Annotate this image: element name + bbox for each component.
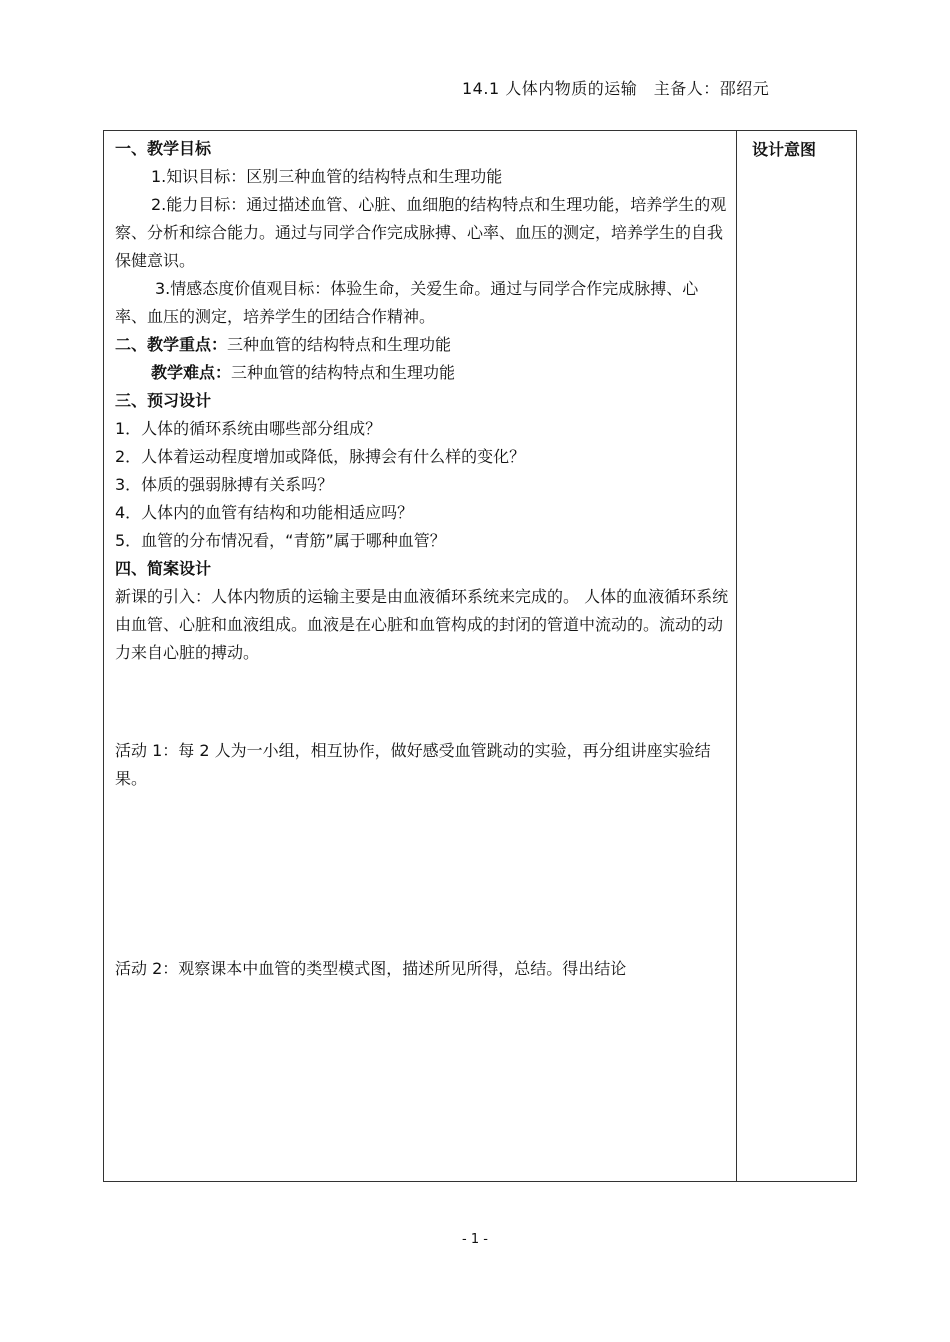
objectives-heading: 一、教学目标 [115, 139, 212, 158]
activity-2: 活动 2：观察课本中血管的类型模式图，描述所见所得，总结。得出结论 [115, 959, 627, 978]
preview-item: 1．人体的循环系统由哪些部分组成？ [115, 419, 382, 438]
column-divider [736, 131, 737, 1181]
knowledge-objective: 1.知识目标：区别三种血管的结构特点和生理功能 [151, 167, 503, 186]
page-number: - 1 - [462, 1232, 488, 1247]
teaching-difficulty [115, 359, 729, 387]
preview-item: 4．人体内的血管有结构和功能相适应吗？ [115, 503, 414, 522]
preview-item: 2．人体着运动程度增加或降低，脉搏会有什么样的变化？ [115, 447, 526, 466]
ability-objective: 2.能力目标：通过描述血管、心脏、血细胞的结构特点和生理功能，培养学生的观察、分析和综合能力。通过与同学合作完成脉搏、心率、血压的测定，培养学生的自我保健意识。 [115, 195, 727, 270]
difficulty-label: 教学难点： [151, 363, 232, 382]
plan-heading: 四、简案设计 [115, 559, 212, 578]
blank-space [115, 667, 729, 737]
preview-heading: 三、预习设计 [115, 391, 212, 410]
preview-item: 5．血管的分布情况看，“青筋”属于哪种血管？ [115, 531, 446, 550]
lesson-intro: 新课的引入：人体内物质的运输主要是由血液循环系统来完成的。 人体的血液循环系统由血管、心脏和血液组成。血液是在心脏和血管构成的封闭的管道中流动的。流动的动力来自心脏的搏动。 [115, 587, 729, 662]
focus-heading: 二、教学重点： [115, 335, 228, 354]
lesson-content [115, 135, 729, 983]
difficulty-text: 三种血管的结构特点和生理功能 [231, 363, 456, 382]
focus-text: 三种血管的结构特点和生理功能 [227, 335, 452, 354]
teaching-focus [115, 331, 729, 359]
blank-space [115, 793, 729, 955]
preview-item: 3．体质的强弱脉搏有关系吗？ [115, 475, 334, 494]
attitude-objective: 3.情感态度价值观目标：体验生命，关爱生命。通过与同学合作完成脉搏、心率、血压的测定，培养学生的团结合作精神。 [115, 279, 699, 326]
lesson-plan-table [103, 130, 857, 1182]
design-intent-heading: 设计意图 [752, 140, 817, 159]
activity-1: 活动 1：每 2 人为一小组，相互协作，做好感受血管跳动的实验，再分组讲座实验结果。 [115, 741, 711, 788]
document-header: 14.1 人体内物质的运输 主备人：邵绍元 [462, 79, 770, 98]
